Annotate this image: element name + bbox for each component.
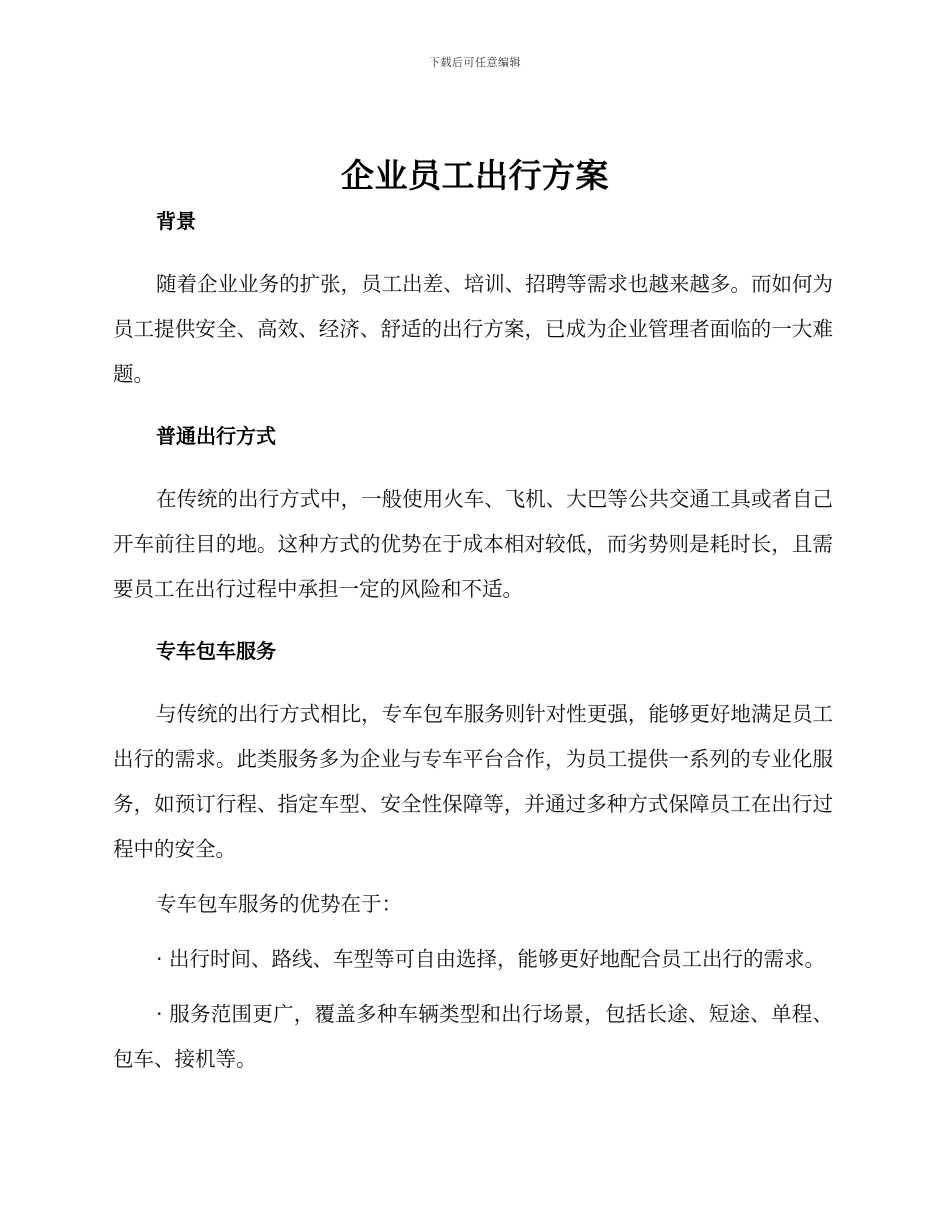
paragraph-advantages-lead: 专车包车服务的优势在于： (156, 892, 402, 916)
section-heading-private-car-service: 专车包车服务 (156, 639, 276, 663)
paragraph-background: 随着企业业务的扩张，员工出差、培训、招聘等需求也越来越多。而如何为员工提供安全、高效、经济、舒适的出行方案，已成为企业管理者面临的一大难题。 (113, 272, 833, 386)
section-heading-background: 背景 (156, 209, 196, 233)
paragraph-private-car-intro: 与传统的出行方式相比，专车包车服务则针对性更强，能够更好地满足员工出行的需求。此类服务多为企业与专车平台合作，为员工提供一系列的专业化服务，如预订行程、指定车型、安全性保障等，并通过多种方式保障员工在出行过程中的安全。 (113, 702, 833, 861)
document-body (113, 202, 833, 1082)
paragraph-ordinary-travel: 在传统的出行方式中，一般使用火车、飞机、大巴等公共交通工具或者自己开车前往目的地。这种方式的优势在于成本相对较低，而劣势则是耗时长，且需要员工在出行过程中承担一定的风险和不适。 (113, 487, 833, 601)
document-title: 企业员工出行方案 (341, 156, 609, 195)
section-heading-ordinary-travel: 普通出行方式 (156, 424, 276, 448)
page-header-note: 下载后可任意编辑 (429, 56, 521, 69)
list-item-advantage-flexibility: · 出行时间、路线、车型等可自由选择，能够更好地配合员工出行的需求。 (156, 947, 826, 971)
list-item-advantage-coverage: · 服务范围更广，覆盖多种车辆类型和出行场景，包括长途、短途、单程、包车、接机等。 (113, 1002, 833, 1071)
